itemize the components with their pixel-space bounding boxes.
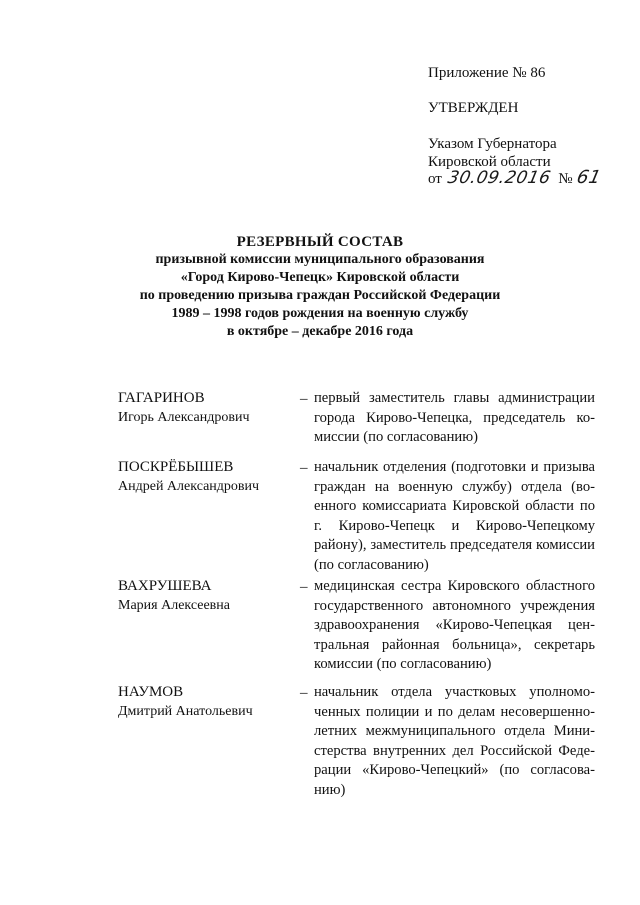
- title-line-4: по проведению призыва граждан Российской Федерации: [139, 288, 501, 303]
- title-line-2: призывной комиссии муниципального образования: [155, 252, 485, 267]
- title-line-6: в октябре – декабре 2016 года: [226, 324, 414, 339]
- member-given-name: Дмитрий Анатольевич: [118, 704, 253, 719]
- document-title: РЕЗЕРВНЫЙ СОСТАВ: [236, 234, 404, 250]
- date-prefix: от: [428, 171, 442, 187]
- member-surname: ВАХРУШЕВА: [118, 578, 212, 594]
- member-role: первый заместитель главы администрации города Кирово-Чепецка, председатель комиссии (по согласованию): [314, 390, 595, 446]
- member-role: начальник отдела участковых уполномоченных полиции и по делам несовершеннолетних межмуниципального отдела Министерства внутренних дел Российской Федерации «Кирово-Чепецкий» (по согласованию): [314, 684, 595, 798]
- appendix-label: Приложение № 86: [428, 65, 546, 81]
- member-given-name: Игорь Александрович: [118, 410, 250, 425]
- decree-line-1: Указом Губернатора: [428, 136, 557, 152]
- member-dash: –: [300, 391, 308, 407]
- member-dash: –: [300, 460, 308, 476]
- member-role: начальник отделения (подготовки и призыва граждан на военную службу) отдела (военного комиссариата Кировской области по г. Кирово-Чепецк и Кирово-Чепецкому району), заместитель председателя комиссии (по согласованию): [314, 459, 595, 573]
- member-dash: –: [300, 579, 308, 595]
- decree-date-line: [428, 168, 628, 189]
- title-line-5: 1989 – 1998 годов рождения на военную службу: [171, 306, 469, 321]
- decree-line-2: Кировской области: [428, 154, 551, 170]
- approved-label: УТВЕРЖДЕН: [428, 100, 519, 116]
- member-dash: –: [300, 685, 308, 701]
- handwritten-number: 61: [574, 167, 603, 188]
- member-given-name: Андрей Александрович: [118, 479, 260, 494]
- title-line-3: «Город Кирово-Чепецк» Кировской области: [180, 270, 460, 285]
- handwritten-date: 30.09.2016: [445, 168, 553, 188]
- member-role: медицинская сестра Кировского областного государственного автономного учреждения здравоохранения «Кирово-Чепецкая центральная районная больница», секретарь комиссии (по согласованию): [314, 578, 595, 673]
- member-surname: ПОСКРЁБЫШЕВ: [118, 459, 234, 475]
- member-given-name: Мария Алексеевна: [118, 598, 230, 613]
- member-surname: НАУМОВ: [118, 684, 184, 700]
- member-surname: ГАГАРИНОВ: [118, 390, 205, 406]
- number-label: №: [558, 171, 573, 187]
